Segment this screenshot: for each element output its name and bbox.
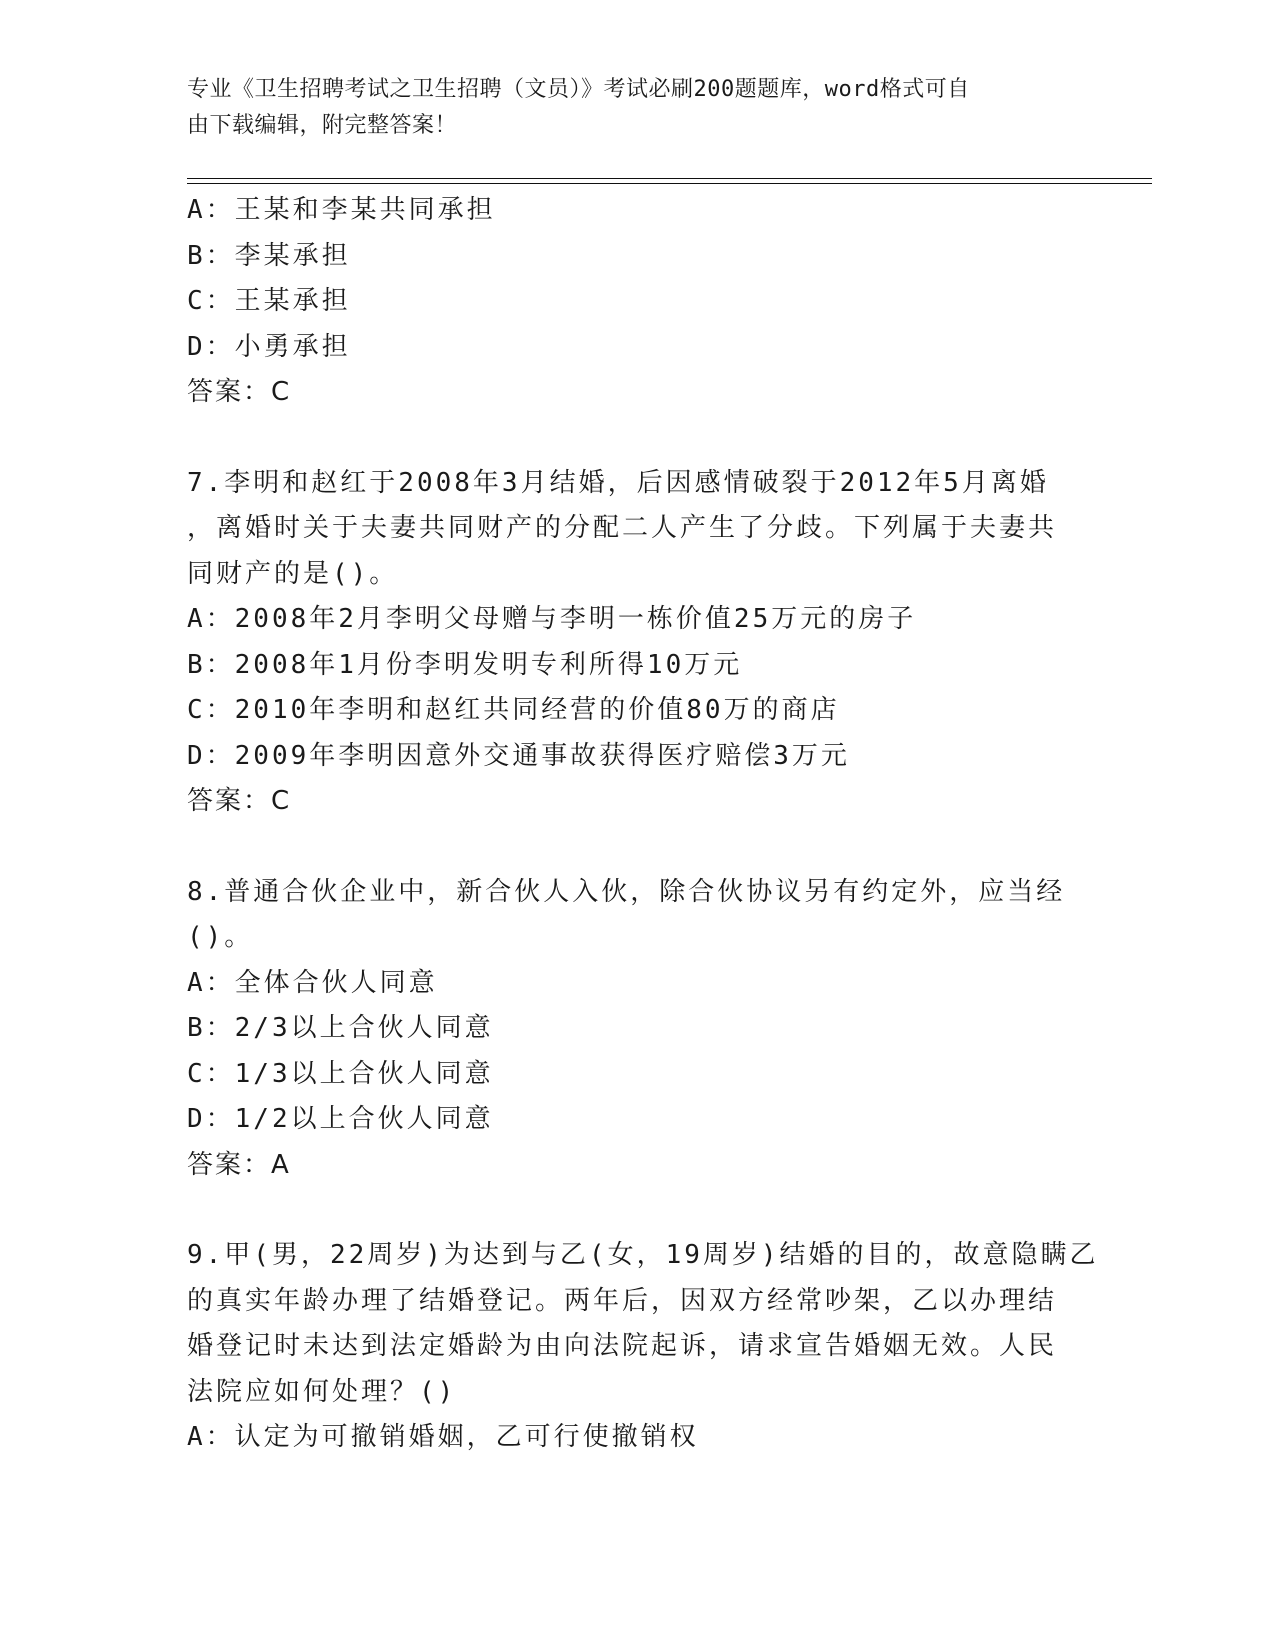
option-a: A：2008年2月李明父母赠与李明一栋价值25万元的房子 — [187, 604, 917, 634]
option-a: A：认定为可撤销婚姻，乙可行使撤销权 — [187, 1422, 699, 1452]
question-stem-line: 7.李明和赵红于2008年3月结婚，后因感情破裂于2012年5月离婚 — [187, 467, 1049, 498]
question-stem-line: ，离婚时关于夫妻共同财产的分配二人产生了分歧。下列属于夫妻共 — [187, 513, 1058, 543]
answer: 答案：C — [187, 786, 292, 816]
option-c: C：2010年李明和赵红共同经营的价值80万的商店 — [187, 695, 840, 725]
header-line-2: 由下载编辑，附完整答案！ — [187, 113, 458, 138]
option-b: B：2/3以上合伙人同意 — [187, 1013, 494, 1043]
question-stem-line: 的真实年龄办理了结婚登记。两年后，因双方经常吵架，乙以办理结 — [187, 1285, 1058, 1316]
spacer — [187, 416, 1067, 461]
question-stem-line: 8.普通合伙企业中，新合伙人入伙，除合伙协议另有约定外，应当经 — [187, 876, 1066, 907]
question-7 — [187, 461, 1067, 825]
question-stem-line: 婚登记时未达到法定婚龄为由向法院起诉，请求宣告婚姻无效。人民 — [187, 1331, 1058, 1361]
option-c: C：1/3以上合伙人同意 — [187, 1058, 494, 1089]
document-header — [187, 72, 1067, 144]
option-a: A：王某和李某共同承担 — [187, 195, 496, 225]
option-d: D：小勇承担 — [187, 331, 351, 362]
option-b: B：李某承担 — [187, 240, 351, 271]
option-a: A：全体合伙人同意 — [187, 967, 438, 998]
option-d: D：1/2以上合伙人同意 — [187, 1104, 494, 1134]
question-list — [187, 188, 1099, 1461]
question-9 — [187, 1233, 1099, 1461]
question-stem-line: 法院应如何处理？() — [187, 1376, 457, 1407]
spacer — [187, 825, 1067, 870]
header-rule-bottom — [187, 183, 1152, 184]
question-stem-line: 同财产的是()。 — [187, 558, 399, 589]
question-8 — [187, 870, 1067, 1189]
option-c: C：王某承担 — [187, 286, 351, 316]
header-line-1: 专业《卫生招聘考试之卫生招聘（文员）》考试必刷200题题库，word格式可自 — [187, 77, 970, 102]
option-b: B：2008年1月份李明发明专利所得10万元 — [187, 649, 743, 680]
question-stem-line: ()。 — [187, 922, 254, 952]
answer: 答案：A — [187, 1149, 291, 1180]
header-rule-top — [187, 178, 1152, 179]
option-d: D：2009年李明因意外交通事故获得医疗赔偿3万元 — [187, 740, 850, 771]
question-6 — [187, 188, 1067, 416]
spacer — [187, 1188, 1067, 1233]
answer: 答案：C — [187, 377, 292, 407]
question-stem-line: 9.甲(男，22周岁)为达到与乙(女，19周岁)结婚的目的，故意隐瞒乙 — [187, 1240, 1099, 1270]
